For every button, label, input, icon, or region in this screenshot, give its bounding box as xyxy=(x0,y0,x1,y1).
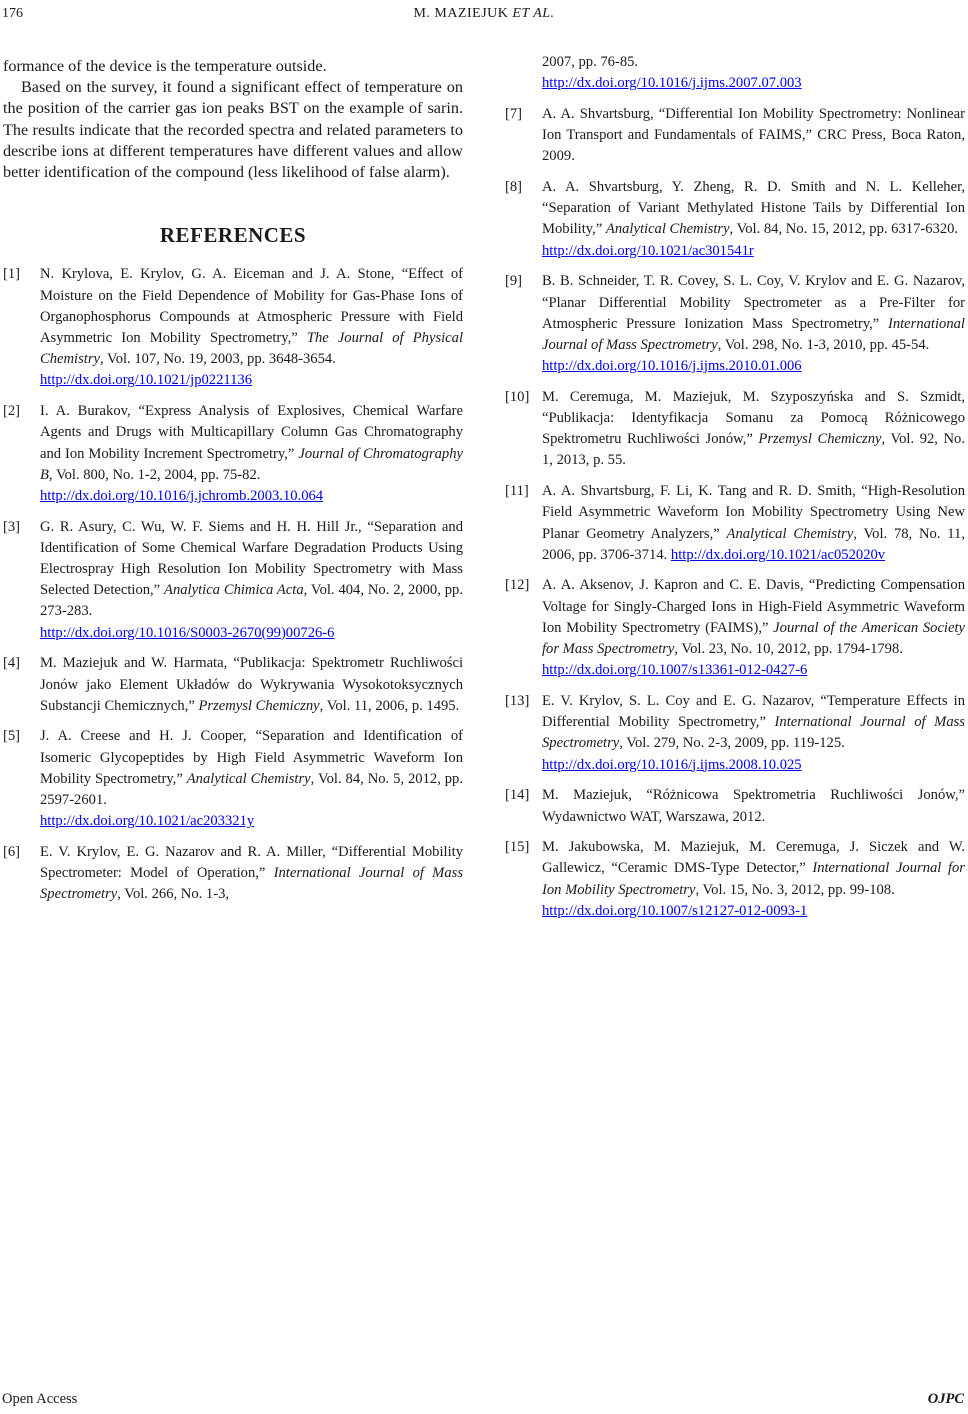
reference-number: [10] xyxy=(505,388,530,405)
reference-number: [11] xyxy=(505,483,529,500)
reference-item xyxy=(3,264,463,391)
reference-citation: G. R. Asury, C. Wu, W. F. Siems and H. H. Hill Jr., “Separation and Identification of Some Chemical Warfare Degradation Products Using Electrospray High Resolution Ion Mobility Spectrometry with Mass Selected Detection,” xyxy=(40,518,463,599)
reference-citation: E. V. Krylov, S. L. Coy and E. G. Nazarov, “Temperature Effects in Differential Mobility Spectrometry,” xyxy=(542,692,965,731)
reference-journal: International Journal of Mass Spectrometry xyxy=(542,714,965,752)
reference-citation: B. B. Schneider, T. R. Covey, S. L. Coy, V. Krylov and E. G. Nazarov, “Planar Differential Mobility Spectrometer as a Pre-Filter for Atmospheric Pressure Ionization Mass Spectrometry,” xyxy=(542,273,965,332)
reference-details: , Vol. 15, No. 3, 2012, pp. 99-108. xyxy=(695,881,895,898)
reference-number: [15] xyxy=(505,839,530,856)
reference-journal: Journal of the American Society for Mass Spectrometry xyxy=(542,619,965,658)
reference-number: [4] xyxy=(3,655,21,672)
reference-number: [2] xyxy=(3,403,21,420)
reference-citation: A. A. Shvartsburg, Y. Zheng, R. D. Smith and N. L. Kelleher, “Separation of Variant Methylated Histone Tails by Differential Ion Mobility,” xyxy=(542,179,965,238)
reference-journal: Analytical Chemistry xyxy=(726,525,854,542)
reference-citation: M. Maziejuk and W. Harmata, “Publikacja: Spektrometr Ruchliwości Jonów jako Element Układów do Wykrywania Wysokotoksycznych Substancji Chemicznych,” xyxy=(40,655,463,714)
reference-journal: The Journal of Physical Chemistry xyxy=(40,330,464,368)
reference-item xyxy=(505,481,965,566)
reference-text xyxy=(40,653,463,717)
paragraph-conclusion: Based on the survey, it found a significant effect of temperature on the position of the carrier gas ion peaks BST on the example of sarin. The results indicate that the recorded spectra and related parameters to describe ions at different temperatures have different values and allow better identification of the compound (less likelihood of false alarm). xyxy=(3,78,463,182)
reference-details: , Vol. 107, No. 19, 2003, pp. 3648-3654. xyxy=(100,351,336,368)
reference-details: , Vol. 11, 2006, p. 1495. xyxy=(319,697,460,714)
reference-list-left xyxy=(3,264,463,905)
reference-text xyxy=(542,837,965,922)
reference-item xyxy=(3,726,463,832)
reference-citation: A. A. Shvartsburg, F. Li, K. Tang and R. D. Smith, “High-Resolution Field Asymmetric Waveform Ion Mobility Spectrometry Using New Planar Geometry Analyzers,” xyxy=(542,483,965,542)
reference-number: [8] xyxy=(505,179,523,196)
reference-text xyxy=(542,271,965,377)
reference-text xyxy=(40,264,463,391)
reference-doi-link[interactable]: http://dx.doi.org/10.1021/ac203321y xyxy=(40,813,255,830)
reference-journal: International Journal for Ion Mobility Spectrometry xyxy=(542,860,965,898)
reference-citation: I. A. Burakov, “Express Analysis of Explosives, Chemical Warfare Agents and Drugs with Multicapillary Column Gas Chromatography and Ion Mobility Increment Spectrometry,” xyxy=(40,403,463,462)
reference-text xyxy=(542,691,965,776)
reference-number xyxy=(505,52,542,94)
reference-item xyxy=(505,177,965,262)
reference-number: [9] xyxy=(505,273,523,290)
page-header xyxy=(0,6,968,28)
reference-item xyxy=(3,653,463,717)
reference-doi-link[interactable]: http://dx.doi.org/10.1016/j.ijms.2007.07.003 xyxy=(542,75,802,92)
reference-item xyxy=(505,271,965,377)
footer-journal-abbrev: OJPC xyxy=(927,1391,964,1407)
page-number: 176 xyxy=(2,6,23,21)
reference-citation: A. A. Shvartsburg, “Differential Ion Mobility Spectrometry: Nonlinear Ion Transport and Fundamentals of FAIMS,” CRC Press, Boca Raton, 2009. xyxy=(542,105,965,165)
reference-journal: International Journal of Mass Spectrometry xyxy=(40,865,463,903)
reference-citation: M. Ceremuga, M. Maziejuk, M. Szyposzyńska and S. Szmidt, “Publikacja: Identyfikacja Somanu za Pomocą Różnicowego Spektrometru Ruchliwości Jonów,” xyxy=(542,388,965,448)
reference-details: , Vol. 404, No. 2, 2000, pp. 273-283. xyxy=(40,582,463,620)
reference-details: , Vol. 298, No. 1-3, 2010, pp. 45-54. xyxy=(717,336,930,353)
reference-text xyxy=(40,842,463,906)
reference-number: [13] xyxy=(505,692,530,709)
reference-number: [3] xyxy=(3,518,21,535)
reference-item xyxy=(505,387,965,472)
reference-number: [1] xyxy=(3,266,21,283)
reference-details: , Vol. 84, No. 5, 2012, pp. 2597-2601. xyxy=(40,770,464,809)
reference-item xyxy=(505,575,965,681)
paragraph-continuation: formance of the device is the temperature outside. xyxy=(3,57,327,75)
reference-doi-link[interactable]: http://dx.doi.org/10.1016/j.ijms.2008.10.025 xyxy=(542,756,802,773)
reference-number: [5] xyxy=(3,728,21,745)
reference-journal: Przemysl Chemiczny xyxy=(198,697,320,714)
reference-details: , Vol. 84, No. 15, 2012, pp. 6317-6320. xyxy=(729,221,959,238)
reference-doi-link[interactable]: http://dx.doi.org/10.1016/j.ijms.2010.01.006 xyxy=(542,358,802,375)
reference-citation: N. Krylova, E. Krylov, G. A. Eiceman and J. A. Stone, “Effect of Moisture on the Field Dependence of Mobility for Gas-Phase Ions of Organophosphorus Compounds at Atmospheric Pressure with Field Asymmetric Ion Mobility Spectrometry,” xyxy=(40,266,463,347)
reference-doi-link[interactable]: http://dx.doi.org/10.1007/s12127-012-0093-1 xyxy=(542,902,808,919)
reference-text xyxy=(542,177,965,262)
footer-open-access: Open Access xyxy=(2,1391,78,1407)
reference-item xyxy=(505,52,965,94)
reference-citation: M. Maziejuk, “Różnicowa Spektrometria Ruchliwości Jonów,” Wydawnictwo WAT, Warszawa, 2012. xyxy=(542,787,965,825)
reference-citation: 2007, pp. 76-85. xyxy=(542,54,639,70)
reference-journal: Analytica Chimica Acta xyxy=(164,582,304,599)
reference-doi-link[interactable]: http://dx.doi.org/10.1016/j.jchromb.2003.10.064 xyxy=(40,487,324,504)
reference-item xyxy=(505,785,965,827)
reference-citation: J. A. Creese and H. J. Cooper, “Separation and Identification of Isomeric Glycopeptides by High Field Asymmetric Waveform Ion Mobility Spectrometry,” xyxy=(40,728,463,787)
reference-journal: International Journal of Mass Spectrometry xyxy=(542,315,965,353)
left-column xyxy=(3,56,463,915)
right-column xyxy=(505,56,965,932)
reference-number: [12] xyxy=(505,577,530,594)
reference-text xyxy=(542,575,965,681)
reference-doi-link[interactable]: http://dx.doi.org/10.1021/jp0221136 xyxy=(40,372,253,389)
reference-details: , Vol. 23, No. 10, 2012, pp. 1794-1798. xyxy=(674,641,903,658)
reference-text xyxy=(40,517,463,644)
reference-text xyxy=(542,785,965,827)
running-head-author: M. MAZIEJUK xyxy=(413,6,509,21)
reference-text xyxy=(40,401,463,507)
reference-citation: M. Jakubowska, M. Maziejuk, M. Ceremuga, J. Siczek and W. Gallewicz, “Ceramic DMS-Type Detector,” xyxy=(542,839,965,877)
reference-text xyxy=(40,726,463,832)
running-head xyxy=(0,6,968,22)
reference-details: , Vol. 266, No. 1-3, xyxy=(117,886,230,903)
reference-citation: E. V. Krylov, E. G. Nazarov and R. A. Miller, “Differential Mobility Spectrometer: Model of Operation,” xyxy=(40,844,463,882)
reference-item xyxy=(505,104,965,168)
reference-item xyxy=(3,842,463,906)
reference-item xyxy=(505,837,965,922)
reference-journal: Analytical Chemistry xyxy=(186,770,311,787)
reference-doi-link[interactable]: http://dx.doi.org/10.1016/S0003-2670(99)00726-6 xyxy=(40,624,335,641)
reference-doi-link[interactable]: http://dx.doi.org/10.1021/ac052020v xyxy=(670,546,886,563)
reference-number: [6] xyxy=(3,844,21,860)
reference-number: [7] xyxy=(505,105,523,122)
reference-item xyxy=(3,401,463,507)
reference-text xyxy=(542,104,965,168)
reference-text xyxy=(542,52,965,94)
reference-journal: Analytical Chemistry xyxy=(605,221,730,238)
reference-journal: Journal of Chromatography B xyxy=(40,445,463,483)
reference-text xyxy=(542,387,965,472)
reference-details: , Vol. 78, No. 11, 2006, pp. 3706-3714. xyxy=(542,525,965,563)
reference-citation: A. A. Aksenov, J. Kapron and C. E. Davis, “Predicting Compensation Voltage for Singly-Charged Ions in High-Field Asymmetric Waveform Ion Mobility Spectrometry (FAIMS),” xyxy=(542,577,965,636)
reference-doi-link[interactable]: http://dx.doi.org/10.1021/ac301541r xyxy=(542,242,754,259)
running-head-et-al: ET AL. xyxy=(512,6,555,21)
reference-item xyxy=(3,517,463,644)
reference-doi-link[interactable]: http://dx.doi.org/10.1007/s13361-012-0427-6 xyxy=(542,662,808,679)
reference-details: , Vol. 800, No. 1-2, 2004, pp. 75-82. xyxy=(48,466,261,483)
reference-details: , Vol. 279, No. 2-3, 2009, pp. 119-125. xyxy=(619,735,845,752)
reference-text xyxy=(542,481,965,566)
reference-item xyxy=(505,691,965,776)
reference-journal: Przemysl Chemiczny xyxy=(758,431,882,448)
reference-details: , Vol. 92, No. 1, 2013, p. 55. xyxy=(542,431,965,469)
reference-number: [14] xyxy=(505,787,530,804)
reference-list-right xyxy=(505,52,965,922)
references-heading: REFERENCES xyxy=(159,223,307,248)
